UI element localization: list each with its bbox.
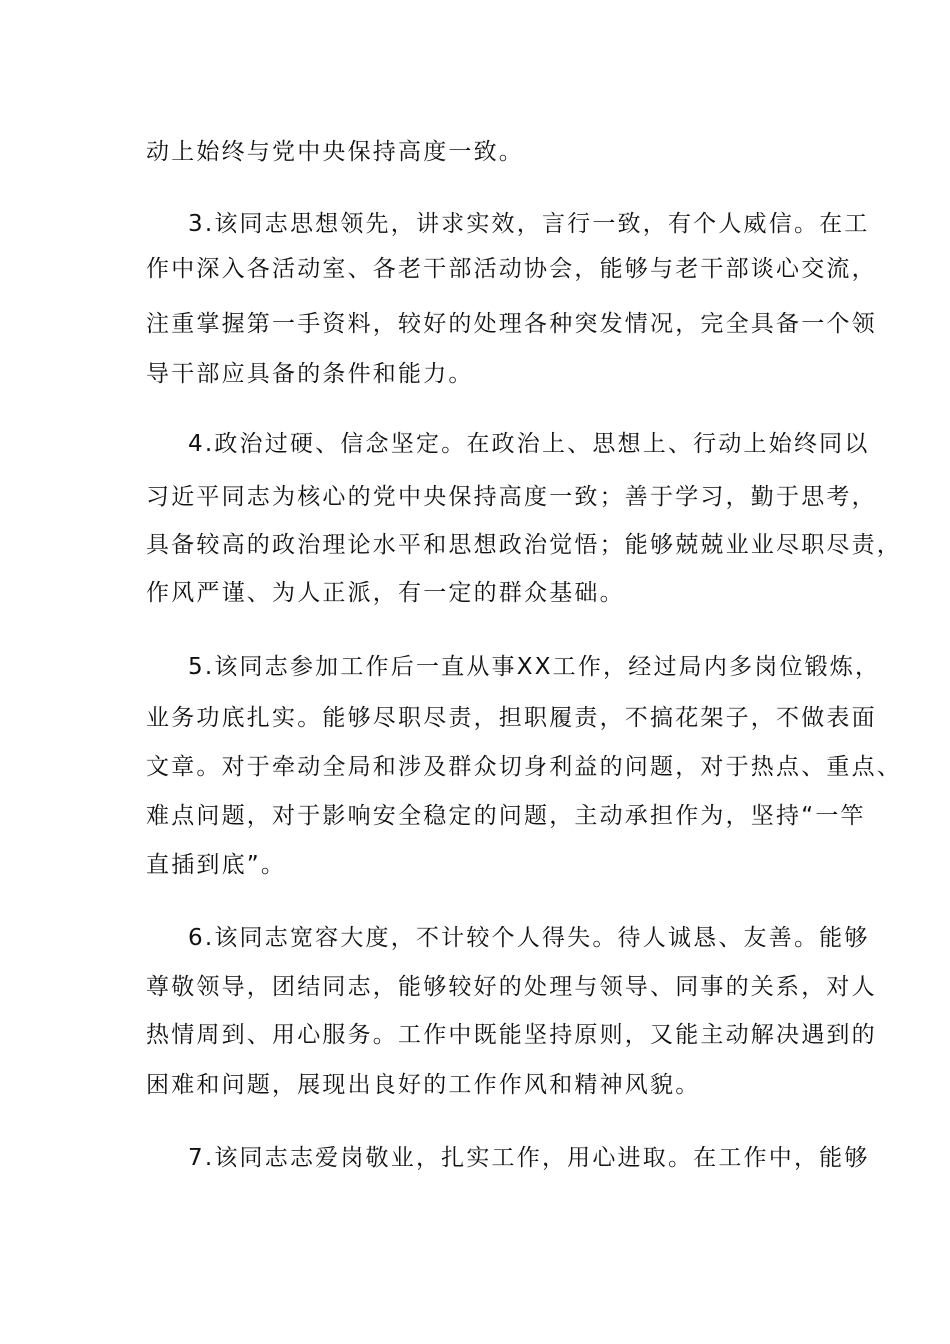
text-line: 文章。对于牵动全局和涉及群众切身利益的问题，对于热点、重点、 (146, 754, 902, 780)
text-line: 尊敬领导，团结同志，能够较好的处理与领导、同事的关系，对人 (146, 974, 877, 1000)
text-line: 作中深入各活动室、各老干部活动协会，能够与老干部谈心交流， (146, 256, 877, 282)
text-line: 热情周到、用心服务。工作中既能坚持原则，又能主动解决遇到的 (146, 1022, 877, 1048)
paragraph-5-line-1: 5.该同志参加工作后一直从事XX工作，经过局内多岗位锻炼， (188, 654, 881, 680)
text-line: 注重掌握第一手资料，较好的处理各种突发情况，完全具备一个领 (146, 311, 877, 337)
text-line: 作风严谨、为人正派，有一定的群众基础。 (146, 580, 625, 606)
paragraph-6-line-1: 6.该同志宽容大度，不计较个人得失。待人诚恳、友善。能够 (188, 925, 870, 951)
paragraph-4-line-1: 4.政治过硬、信念坚定。在政治上、思想上、行动上始终同以 (188, 431, 870, 457)
text-line: 动上始终与党中央保持高度一致。 (146, 139, 524, 165)
paragraph-7-line-1: 7.该同志志爱岗敬业，扎实工作，用心进取。在工作中，能够 (188, 1145, 870, 1171)
text-line: 直插到底”。 (146, 852, 287, 878)
text-line: 习近平同志为核心的党中央保持高度一致；善于学习，勤于思考， (146, 484, 877, 510)
text-line: 困难和问题，展现出良好的工作作风和精神风貌。 (146, 1072, 701, 1098)
paragraph-3-line-1: 3.该同志思想领先，讲求实效，言行一致，有个人威信。在工 (188, 211, 870, 237)
text-line: 业务功底扎实。能够尽职尽责，担职履责，不搞花架子，不做表面 (146, 705, 877, 731)
text-line: 具备较高的政治理论水平和思想政治觉悟；能够兢兢业业尽职尽责， (146, 532, 902, 558)
text-line: 难点问题，对于影响安全稳定的问题，主动承担作为，坚持“一竿 (146, 803, 866, 829)
text-line: 导干部应具备的条件和能力。 (146, 361, 474, 387)
